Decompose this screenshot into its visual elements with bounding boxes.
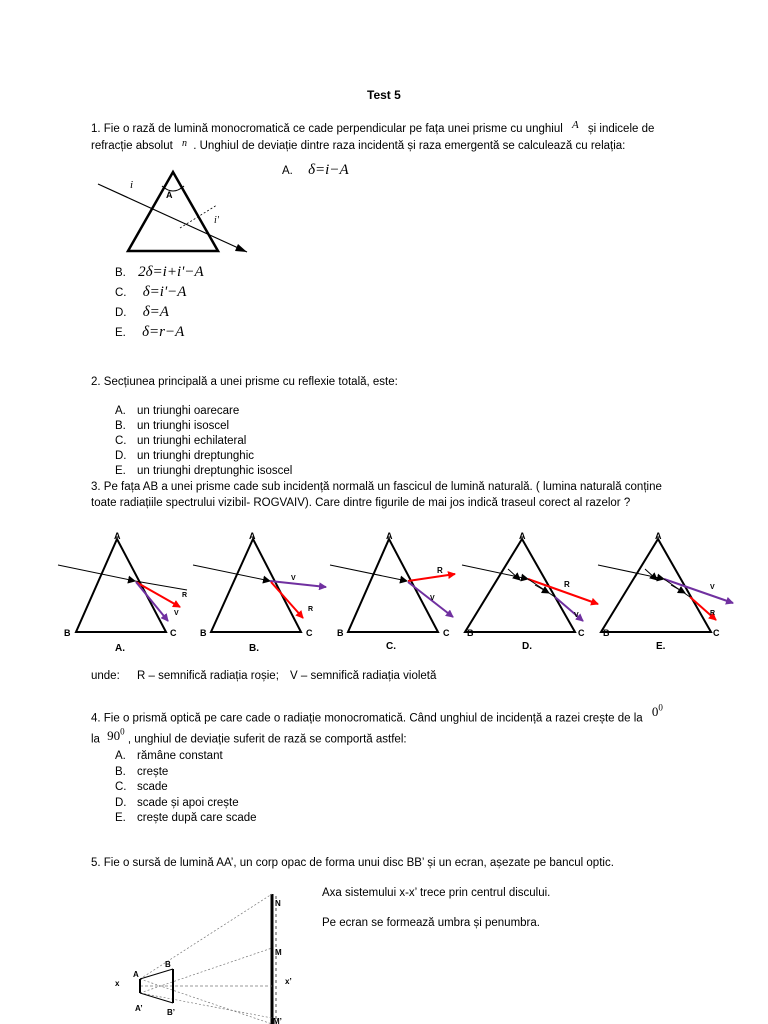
q3-D-label-R: R	[564, 580, 570, 589]
q1-option-C	[115, 285, 186, 300]
q2-option-A-text: un triunghi oarecare	[137, 405, 240, 417]
q3-figure-E	[598, 531, 733, 652]
q5-label-M: M	[275, 948, 282, 957]
q4-option-C-text: scade	[137, 781, 168, 793]
q4-option-D-text: scade și apoi crește	[137, 797, 239, 809]
q2-option-E	[115, 464, 293, 478]
q5-ray-4	[140, 993, 272, 1018]
q1-text-b: și indicele de	[587, 123, 655, 135]
q3-caption-E: E.	[656, 641, 666, 652]
q3-D-incident	[462, 565, 528, 579]
q1-text-c: refracție absolut	[91, 140, 173, 152]
q1-option-D-formula: δ=A	[142, 304, 169, 320]
q3-caption-D: D.	[522, 641, 532, 652]
q3-C-vertex-C: C	[443, 628, 450, 638]
q3-caption-A: A.	[115, 643, 125, 654]
q3-figure-A	[58, 531, 187, 654]
q3-C-red-ray	[408, 574, 455, 581]
q1-label-i: i	[130, 179, 134, 191]
q1-line2	[91, 139, 625, 154]
q5-line1: 5. Fie o sursă de lumină AA’, un corp opac de forma unui disc BB’ și un ecran, așezate pe bancul optic.	[91, 857, 614, 869]
q1-symbol-n: n	[182, 138, 188, 149]
q4-option-C	[115, 780, 168, 794]
q4-text-a: 4. Fie o prismă optică pe care cade o radiație monocromatică. Când unghiul de incidență a razei crește de la	[91, 712, 643, 725]
q3-E-vertex-C: C	[713, 628, 720, 638]
q3-B-red-ray	[271, 582, 303, 618]
q4-text-b: , unghiul de deviație suferit de rază se comportă astfel:	[127, 733, 407, 746]
q4-option-A-text: rămâne constant	[137, 750, 223, 762]
q5-label-M-prime: M’	[273, 1017, 282, 1024]
q5-screen-text: Pe ecran se formează umbra și penumbra.	[322, 917, 540, 929]
q5-edge-top	[140, 969, 173, 979]
q3-prism-A	[76, 539, 166, 632]
q3-E-label-V: V	[710, 584, 715, 591]
q2-option-A-letter: A.	[115, 405, 126, 417]
q1-option-E	[115, 325, 184, 340]
q4-from-number: 0	[651, 704, 659, 720]
q3-prism-D	[465, 539, 575, 632]
q3-A-red-ray	[136, 582, 180, 607]
q3-D-red-ray	[528, 579, 598, 604]
q1-prism	[128, 172, 218, 251]
q3-A-violet-ray	[136, 582, 168, 621]
q3-E-label-R: R	[710, 610, 716, 617]
q1-option-E-letter: E.	[115, 327, 126, 339]
q1-option-B	[115, 265, 204, 280]
q1-symbol-A: A	[571, 119, 579, 131]
q3-prism-E	[601, 539, 711, 632]
q3-line2: toate radiațiile spectrului vizibil- ROGVAIV). Care dintre figurile de mai jos indică traseul corect al razelor ?	[91, 497, 631, 509]
q3-A-label-R: R	[182, 592, 188, 599]
q3-figure-B	[193, 531, 326, 654]
q5-axis-text: Axa sistemului x-x’ trece prin centrul discului.	[322, 887, 551, 899]
q4-to-number: 90	[107, 728, 121, 744]
q2-option-C	[115, 434, 247, 448]
q4-option-B-text: crește	[137, 766, 169, 778]
q3-caption-C: C.	[386, 641, 396, 652]
q3-C-vertex-B: B	[337, 628, 344, 638]
q4-option-E	[115, 811, 257, 825]
q3-A-label-V: V	[174, 610, 179, 617]
q5-label-A-prime: A’	[135, 1004, 143, 1013]
q1-label-A: A	[166, 190, 173, 200]
q1-text-d: . Unghiul de deviație dintre raza incidentă și raza emergentă se calculează cu relația:	[193, 140, 626, 152]
q3-D-violet-ray	[555, 597, 583, 621]
q2-question: 2. Secțiunea principală a unei prisme cu reflexie totală, este:	[91, 376, 398, 388]
q5-figure	[105, 890, 305, 1024]
q3-B-label-V: V	[291, 575, 296, 582]
q3-C-label-R: R	[437, 566, 443, 575]
q2-option-B	[115, 419, 230, 433]
q2-option-C-text: un triunghi echilateral	[137, 435, 247, 447]
q4-option-E-letter: E.	[115, 812, 126, 824]
q4-option-E-text: crește după care scade	[137, 812, 257, 824]
q5-label-x: x	[115, 979, 120, 988]
q4-option-D-letter: D.	[115, 797, 127, 809]
q3-prism-C	[348, 539, 438, 632]
q3-B-vertex-C: C	[306, 628, 313, 638]
q3-E-small-arrow-1	[645, 569, 657, 580]
q5-label-B-prime: B’	[167, 1008, 175, 1017]
q3-figures	[0, 525, 768, 660]
q1-option-C-formula: δ=i'−A	[142, 284, 187, 300]
q4-line2	[91, 727, 407, 746]
q3-B-incident	[193, 565, 270, 581]
q5-label-x-prime: x’	[285, 977, 292, 986]
q3-figure-C	[330, 531, 455, 652]
q1-option-A	[282, 163, 349, 178]
q1-option-E-formula: δ=r−A	[142, 324, 185, 340]
q3-B-label-R: R	[308, 606, 314, 613]
q2-option-D-letter: D.	[115, 450, 127, 462]
q3-caption-B: B.	[249, 643, 259, 654]
q2-option-A	[115, 404, 240, 418]
q3-prism-B	[211, 539, 301, 632]
q2-option-C-letter: C.	[115, 435, 127, 447]
q1-option-A-letter: A.	[282, 165, 293, 177]
q3-A-vertex-B: B	[64, 628, 71, 638]
q3-E-vertex-A: A	[655, 531, 662, 541]
q4-option-D	[115, 796, 239, 810]
q4-from-value	[652, 704, 663, 719]
q3-C-label-V: V	[430, 595, 435, 602]
q1-option-C-letter: C.	[115, 287, 127, 299]
q4-from-exponent: 0	[658, 703, 663, 713]
q1-option-B-formula: 2δ=i+i'−A	[138, 264, 204, 280]
q4-option-C-letter: C.	[115, 781, 127, 793]
q2-option-E-text: un triunghi dreptunghic isoscel	[137, 465, 293, 477]
q3-D-vertex-C: C	[578, 628, 585, 638]
q3-E-violet-ray	[664, 579, 733, 603]
q1-line1	[91, 119, 655, 136]
q5-ray-1	[140, 894, 272, 979]
q2-option-D	[115, 449, 254, 463]
q3-E-vertex-B: B	[603, 628, 610, 638]
q4-line1	[91, 703, 663, 725]
q1-option-D	[115, 305, 169, 320]
q3-C-vertex-A: A	[386, 531, 393, 541]
q5-label-N: N	[275, 899, 281, 908]
q3-D-label-V: V	[574, 612, 579, 619]
q1-option-D-letter: D.	[115, 307, 127, 319]
q1-option-A-formula: δ=i−A	[308, 162, 349, 178]
q2-option-D-text: un triunghi dreptunghic	[137, 450, 254, 462]
q5-label-A: A	[133, 970, 139, 979]
q3-legend-violet: V – semnifică radiația violetă	[290, 670, 437, 682]
q2-option-B-text: un triunghi isoscel	[137, 420, 230, 432]
q3-legend-unde: unde:	[91, 670, 120, 682]
q1-ray-arrow	[235, 244, 247, 252]
q3-C-incident	[330, 565, 407, 581]
q3-A-vertex-A: A	[114, 531, 121, 541]
q1-text-a: 1. Fie o rază de lumină monocromatică ce cade perpendicular pe fața unei prisme cu unghiul	[91, 123, 563, 135]
q3-D-vertex-A: A	[519, 531, 526, 541]
q1-prism-figure	[90, 160, 260, 260]
q4-option-B	[115, 765, 169, 779]
q2-option-B-letter: B.	[115, 420, 126, 432]
q4-option-B-letter: B.	[115, 766, 126, 778]
q3-D-vertex-B: B	[467, 628, 474, 638]
q2-option-E-letter: E.	[115, 465, 126, 477]
q3-B-vertex-A: A	[249, 531, 256, 541]
q4-option-A-letter: A.	[115, 750, 126, 762]
q3-D-small-arrow-1	[508, 569, 520, 580]
q4-to-exponent: 0	[120, 727, 125, 737]
q4-option-A	[115, 749, 223, 763]
q3-B-vertex-B: B	[200, 628, 207, 638]
q3-figure-D	[462, 531, 598, 652]
q1-option-B-letter: B.	[115, 267, 126, 279]
q4-to-value	[107, 728, 125, 743]
page-title: Test 5	[367, 88, 401, 102]
q4-la: la	[91, 733, 100, 746]
q5-label-B: B	[165, 960, 171, 969]
q3-A-incident	[58, 565, 135, 581]
q1-ray	[98, 184, 247, 252]
q3-legend-red: R – semnifică radiația roșie;	[137, 670, 279, 682]
q3-A-vertex-C: C	[170, 628, 177, 638]
q1-label-i-prime: i'	[214, 215, 219, 226]
q3-line1: 3. Pe fața AB a unei prisme cade sub incidență normală un fascicul de lumină naturală. ( lumina naturală conține	[91, 481, 662, 493]
